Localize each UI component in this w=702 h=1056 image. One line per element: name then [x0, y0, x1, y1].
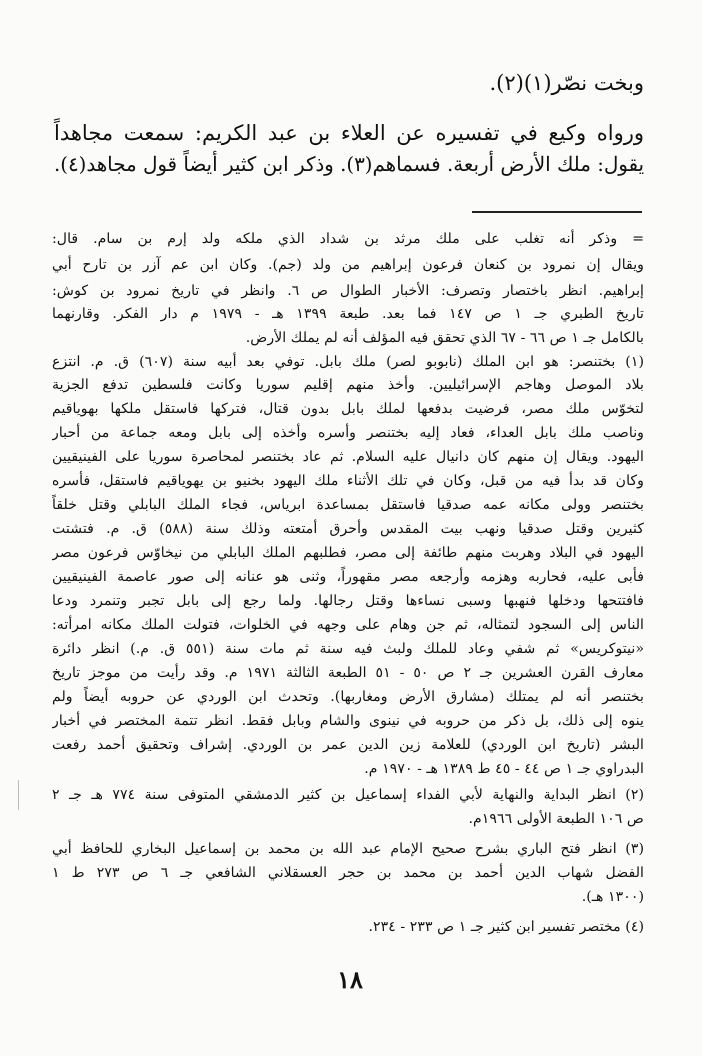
footnote-line: وناصب ملك بابل العداء، فعاد إليه بختنصر وأسره وأخذه إلى بابل ومعه جماعة من أحبار — [52, 425, 644, 441]
footnote-line: بلاد الموصل وهاجم الإسرائيليين. وأخذ منهم إقليم سوريا وكانت فلسطين تدفع الجزية — [52, 377, 644, 393]
page-number: ١٨ — [337, 965, 363, 994]
footnote-line: الناس إلى السجود لتمثاله، ثم جن وهام على وجهه في الخلوات، فتولت الملك مكانه امرأته: — [52, 617, 644, 633]
footnote-line: وكان قد بدأ فيه من قبل، وكان في تلك الأثناء ملك اليهود بخنيو بن يهوياقيم فاستقل، فأسره — [52, 473, 644, 489]
footnote-line: (١) بختنصر: هو ابن الملك (نابوبو لصر) ملك بابل. توفي بعد أبيه سنة (٦٠٧) ق. م. انتزع — [52, 354, 644, 370]
footnote-line: اليهود. ويقال إن منهم كان دانيال عليه السلام. ثم عاد بختنصر لمحاصرة سوريا على الفينيقيين — [52, 449, 644, 465]
footnote-line: كثيرين وقتل صدقيا ونهب بيت المقدس وأحرق أمتعته وذلك سنة (٥٨٨) ق. م. فتشتت — [52, 521, 644, 537]
footnote-line: ويقال إن نمرود بن كنعان فرعون إبراهيم من ولد (جم). وكان ابن عم آزر بن تارح أبي — [52, 257, 644, 273]
footnote-line: (١٣٠٠ هـ). — [581, 889, 644, 905]
footnote-line: لتخوّس ملك مصر، فرضيت بدفعها لملك بابل بدون قتال، فتركها فاستقل ملكها بهوياقيم — [52, 401, 644, 417]
margin-mark — [18, 780, 19, 810]
footnote-line: ينوه إلى ذلك، بل ذكر من حروبه في نينوى والشام وبابل فقط. انظر تتمة المختصر في أخبار — [52, 713, 644, 729]
footnote-line: البدراوي جـ ١ ص ٤٤ - ٤٥ ط ١٣٨٩ هـ - ١٩٧٠ م. — [364, 761, 644, 777]
footnote-line: بختنصر أنه لم يمتلك (مشارق الأرض ومغاربها). وتحدث ابن الوردي عن حروبه أيضاً ولم — [52, 689, 644, 705]
footnote-line: (٣) انظر فتح الباري بشرح صحيح الإمام عبد الله بن محمد بن إسماعيل البخاري للحافظ أبي — [52, 841, 644, 857]
footnote-line: فأبى عليه، فحاربه وهزمه وأرجعه مصر مقهوراً، وثنى هو عنانه إلى صور عاصمة الفينيقيين — [52, 569, 644, 585]
main-text-line-3: يقول: ملك الأرض أربعة. فسماهم(٣). وذكر ابن كثير أيضاً قول مجاهد(٤). — [54, 153, 644, 176]
footnote-separator — [472, 211, 642, 213]
footnote-line: (٢) انظر البداية والنهاية لأبي الفداء إسماعيل بن كثير الدمشقي المتوفى سنة ٧٧٤ هـ جـ ٢ — [52, 787, 644, 803]
footnote-line: إبراهيم. انظر باختصار وتصرف: الأخبار الطوال ص ٦. وانظر في تاريخ نمرود بن كوش: — [52, 283, 644, 299]
footnote-line: فافتتحها ودخلها فنهبها وسبى نساءها وقتل رجالها. ولما رجع إلى بابل تجبر وتنمرد ودعا — [52, 593, 644, 609]
footnote-line: «نيتوكريس» ثم شفي وعاد للملك ولبث فيه سنة ثم مات سنة (٥٥١ ق. م.) انظر دائرة — [52, 641, 644, 657]
main-text-line-2: ورواه وكيع في تفسيره عن العلاء بن عبد الكريم: سمعت مجاهداً — [54, 121, 644, 145]
footnote-line: = وذكر أنه تغلب على ملك مرثد بن شداد الذي ملكه ولد إرم بن سام. قال: — [52, 231, 644, 247]
footnote-line: بختنصر وولى مكانه عمه صدقيا فاستقل بمساعدة ابرياس، فجاء الملك البابلي وقتل خلقاً — [52, 497, 644, 513]
footnote-line: (٤) مختصر تفسير ابن كثير جـ ١ ص ٢٣٣ - ٢٣٤. — [368, 919, 644, 935]
footnote-line: معارف القرن العشرين جـ ٢ ص ٥٠ - ٥١ الطبعة الثالثة ١٩٧١ م. وقد رأيت من موجز تاريخ — [52, 665, 644, 681]
footnote-line: الفضل شهاب الدين أحمد بن محمد بن حجر العسقلاني الشافعي جـ ٦ ص ٢٧٣ ط ١ — [52, 865, 644, 881]
footnote-line: ص ١٠٦ الطبعة الأولى ١٩٦٦م. — [468, 811, 644, 827]
footnote-line: تاريخ الطبري جـ ١ ص ١٤٧ فما بعد. طبعة ١٣٩٩ هـ - ١٩٧٩ م دار الفكر. وقارنهما — [52, 306, 644, 322]
footnote-line: البشر (تاريخ ابن الوردي) للعلامة زين الدين عمر بن الوردي. إشراف وتحقيق أحمد رفعت — [52, 737, 644, 753]
footnote-line: بالكامل جـ ١ ص ٦٦ - ٦٧ الذي تحقق فيه المؤلف أنه لم يملك الأرض. — [245, 330, 644, 346]
main-text-line-1: وبخت نصّر(١)(٢). — [489, 71, 644, 95]
footnote-line: اليهود في البلاد وهربت منهم طائفة إلى مصر، فطلبهم الملك البابلي من نيخاوّس فرعون مصر — [52, 545, 644, 561]
